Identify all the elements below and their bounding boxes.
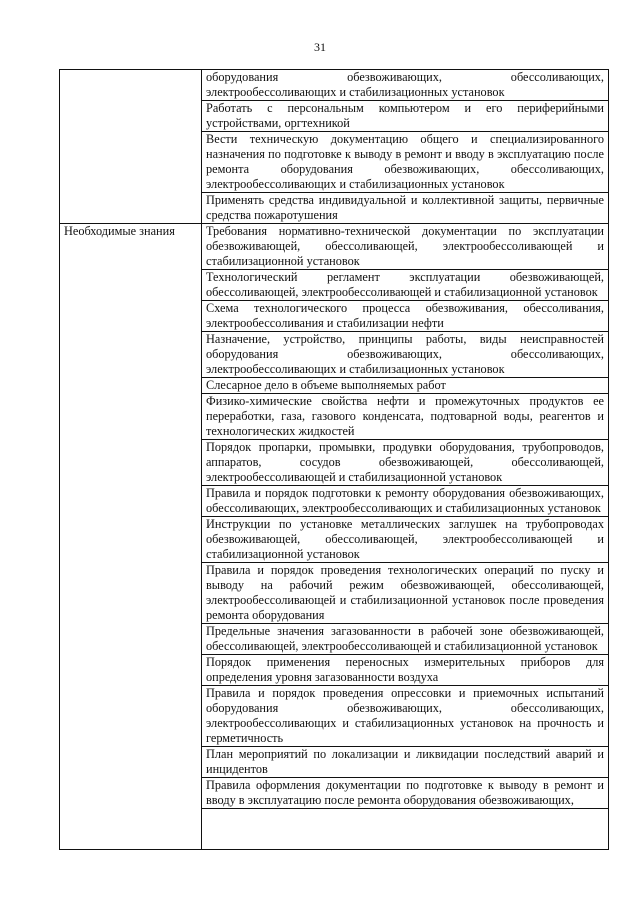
section-label: Необходимые знания (60, 224, 202, 850)
table-cell: Технологический регламент эксплуатации обезвоживающей, обессоливающей, электрообессоливающей и стабилизационной установок (202, 270, 609, 301)
page-number: 31 (314, 40, 326, 54)
table-cell: Правила оформления документации по подготовке к выводу в ремонт и вводу в эксплуатацию после ремонта оборудования обезвоживающих, (202, 778, 609, 809)
table-cell: План мероприятий по локализации и ликвидации последствий аварий и инцидентов (202, 747, 609, 778)
table-cell: Порядок пропарки, промывки, продувки оборудования, трубопроводов, аппаратов, сосудов обезвоживающей, обессоливающей, электрообессоливающей и стабилизационной установок (202, 440, 609, 486)
table-cell: Вести техническую документацию общего и специализированного назначения по подготовке к выводу в ремонт и вводу в эксплуатацию после ремонта оборудования обезвоживающих, обессоливающих, электрообессоливающих и стабилизационных установок (202, 132, 609, 193)
table-cell: Слесарное дело в объеме выполняемых работ (202, 378, 609, 394)
table-cell: Схема технологического процесса обезвоживания, обессоливания, электрообессоливания и стабилизации нефти (202, 301, 609, 332)
table-cell: Предельные значения загазованности в рабочей зоне обезвоживающей, обессоливающей, электрообессоливающей и стабилизационной установок (202, 624, 609, 655)
empty-label-cell (60, 70, 202, 224)
table-cell: Правила и порядок проведения технологических операций по пуску и выводу на рабочий режим обезвоживающей, обессоливающей, электрообессоливающей и стабилизационной установок после проведения ремонта оборудования (202, 563, 609, 624)
table-cell: Назначение, устройство, принципы работы, виды неисправностей оборудования обезвоживающих, обессоливающих, электрообессоливающих и стабилизационных установок (202, 332, 609, 378)
table-cell: Работать с персональным компьютером и его периферийными устройствами, оргтехникой (202, 101, 609, 132)
table-cell: Инструкции по установке металлических заглушек на трубопроводах обезвоживающей, обессоливающей, электрообессоливающей и стабилизационной установок (202, 517, 609, 563)
table-cell: Правила и порядок подготовки к ремонту оборудования обезвоживающих, обессоливающих, электрообессоливающих и стабилизационных установок (202, 486, 609, 517)
competency-table (59, 69, 609, 850)
table-row (60, 224, 609, 270)
table-cell: оборудования обезвоживающих, обессоливающих, электрообессоливающих и стабилизационных установок (202, 70, 609, 101)
table-cell: Порядок применения переносных измерительных приборов для определения уровня загазованности воздуха (202, 655, 609, 686)
table-cell: Правила и порядок проведения опрессовки и приемочных испытаний оборудования обезвоживающих, обессоливающих, электрообессоливающих и стабилизационных установок на прочность и герметичность (202, 686, 609, 747)
table-cell-continued (202, 809, 609, 850)
table-cell: Применять средства индивидуальной и коллективной защиты, первичные средства пожаротушения (202, 193, 609, 224)
table-cell: Требования нормативно-технической документации по эксплуатации обезвоживающей, обессоливающей, электрообессоливающей и стабилизационной установок (202, 224, 609, 270)
table-row (60, 70, 609, 101)
table-cell: Физико-химические свойства нефти и промежуточных продуктов ее переработки, газа, газового конденсата, подтоварной воды, реагентов и технологических жидкостей (202, 394, 609, 440)
